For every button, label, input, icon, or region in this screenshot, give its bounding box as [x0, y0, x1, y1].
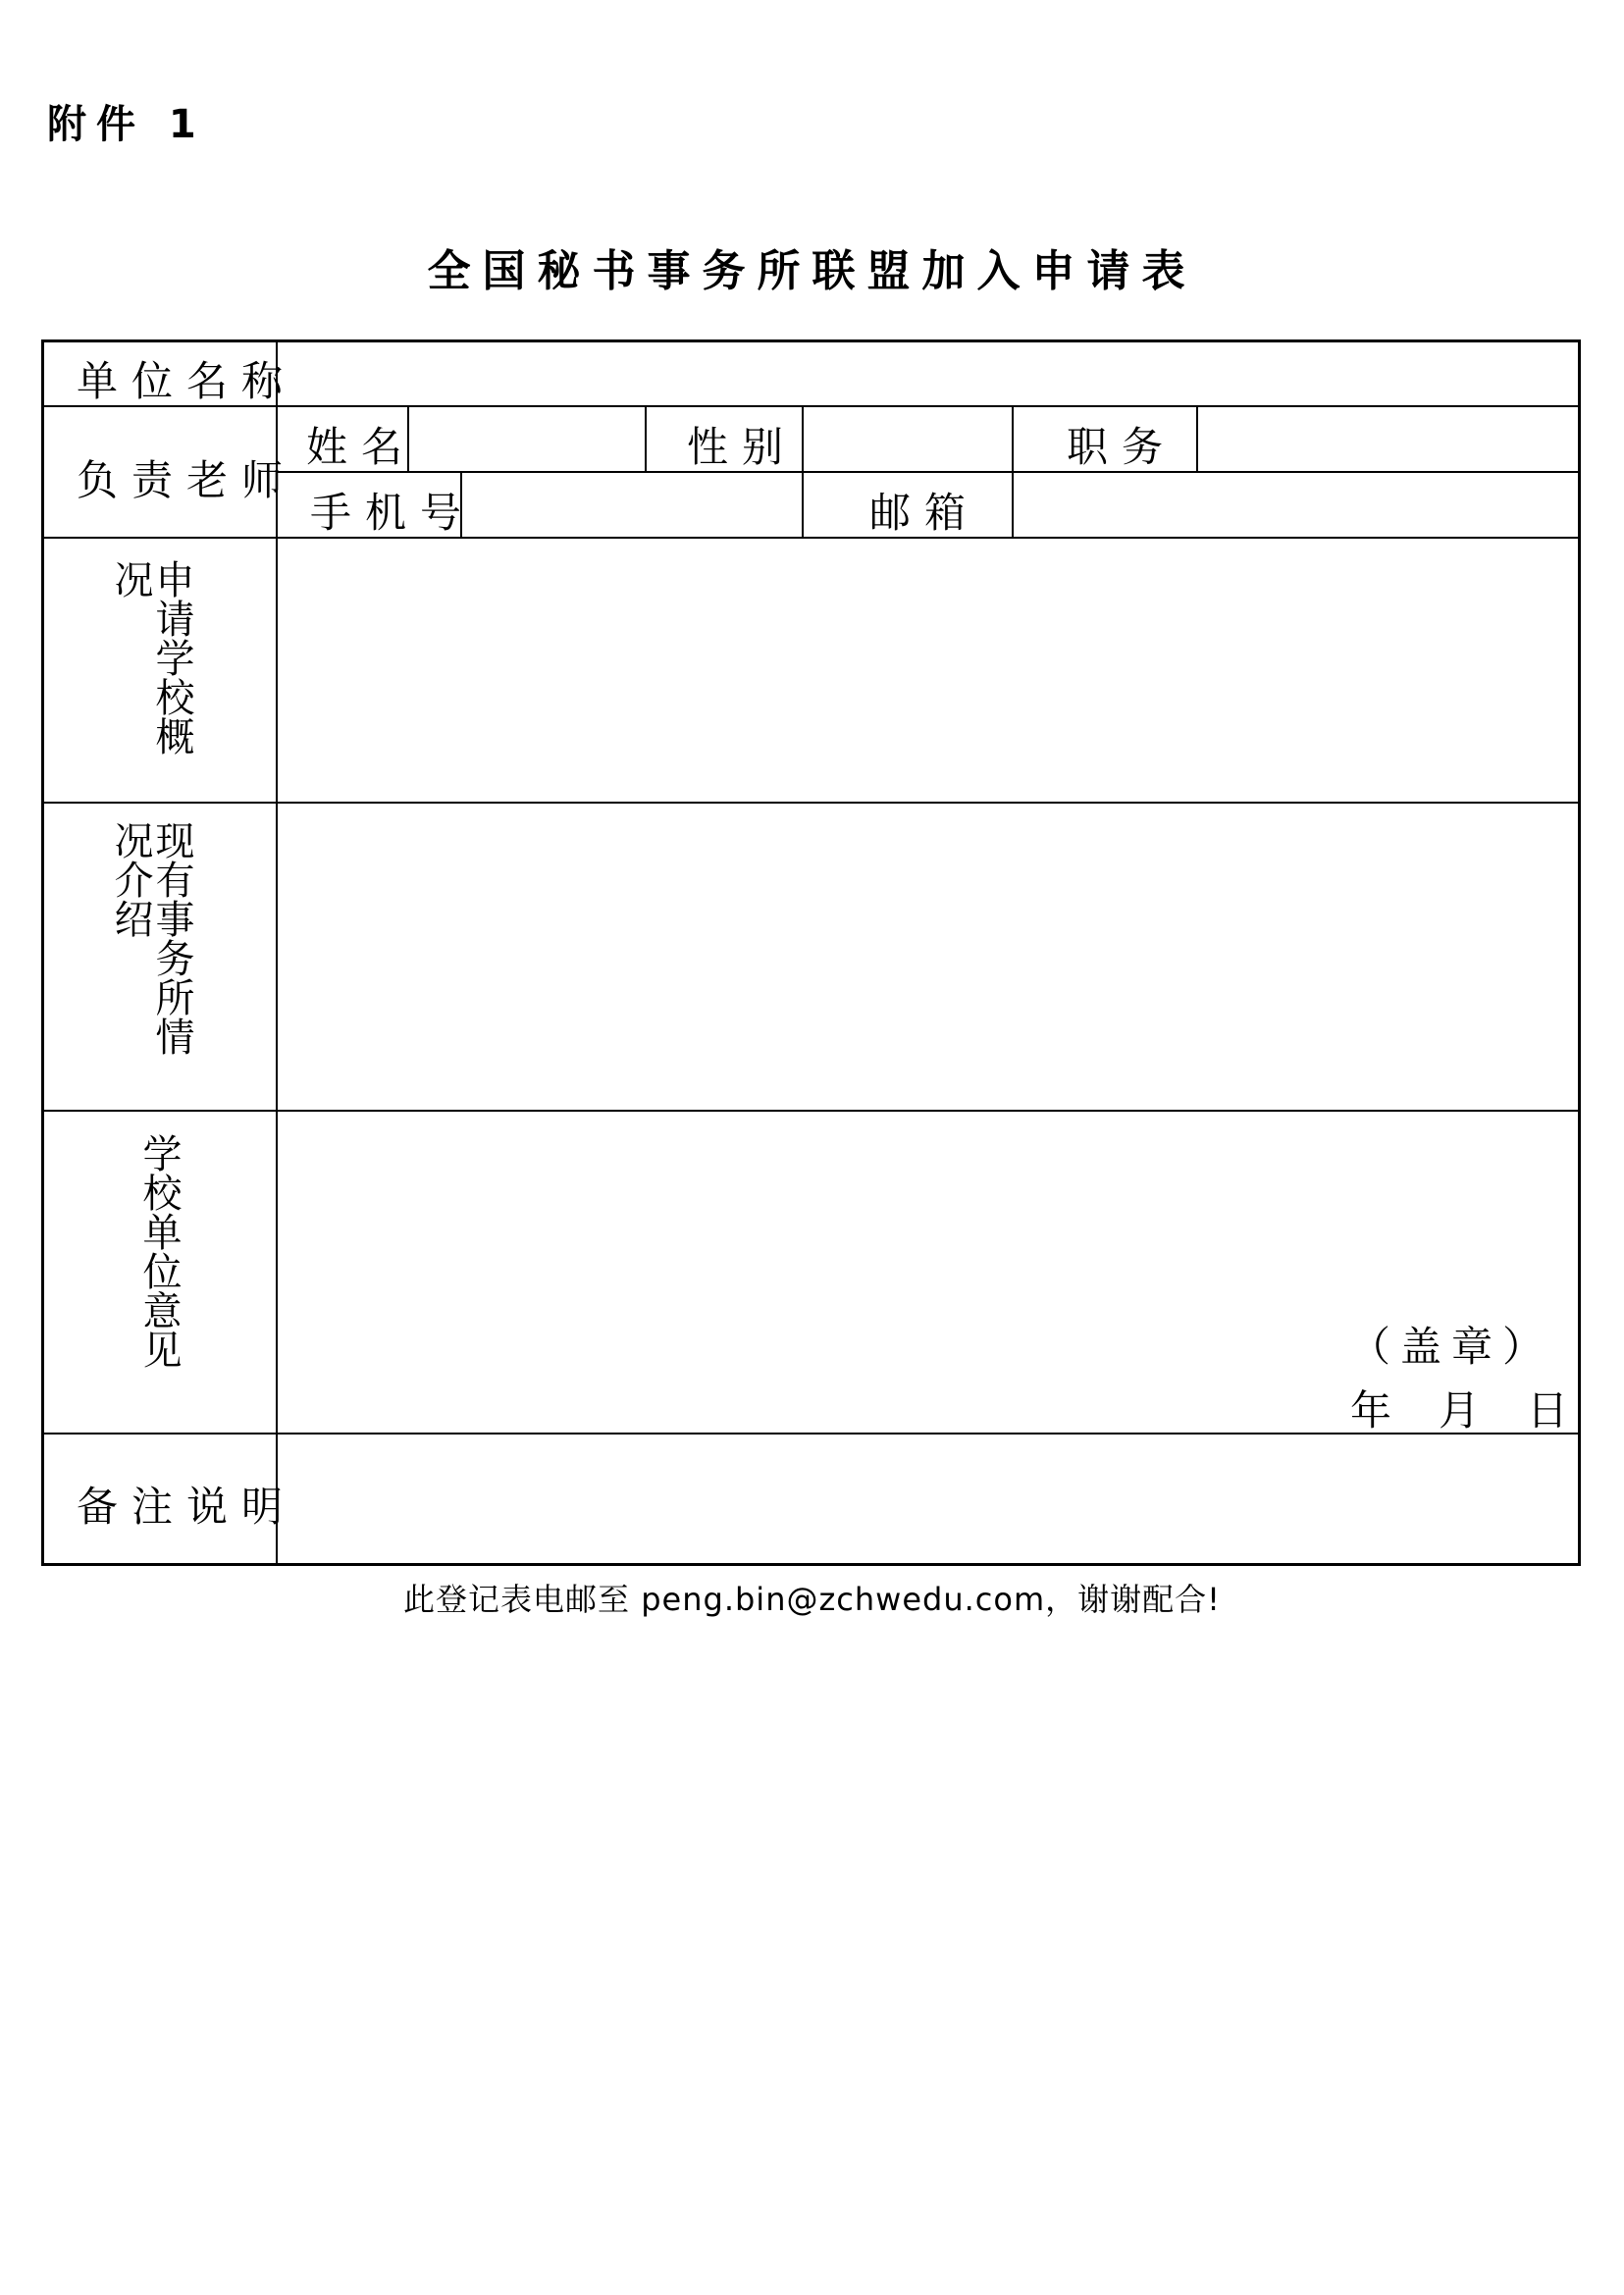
cell-divider: [802, 405, 804, 538]
date-month-label: 月: [1439, 1386, 1481, 1434]
table-bottom-border: [41, 1563, 1581, 1566]
school-intro-field[interactable]: [279, 539, 1577, 801]
table-left-border: [41, 339, 44, 1566]
phone-label: 手机号: [310, 489, 476, 537]
name-label: 姓名: [306, 423, 417, 471]
date-day-label: 日: [1527, 1386, 1569, 1434]
cell-divider: [1196, 405, 1198, 472]
cell-divider: [1012, 405, 1014, 538]
teacher-label: 负责老师: [77, 456, 297, 504]
seal-text: （盖章）: [1349, 1323, 1554, 1371]
footer-note: 此登记表电邮至 peng.bin@zchwedu.com，谢谢配合!: [403, 1581, 1221, 1618]
phone-field[interactable]: [463, 473, 801, 536]
label-column-divider: [276, 339, 278, 1565]
date-year-label: 年: [1350, 1386, 1392, 1434]
position-label: 职务: [1067, 423, 1178, 471]
attachment-label: 附件 1: [47, 102, 206, 147]
school-opinion-label: 学校单位意见: [136, 1133, 182, 1369]
remarks-label: 备注说明: [77, 1483, 297, 1531]
table-right-border: [1578, 339, 1581, 1566]
remarks-field[interactable]: [279, 1434, 1577, 1562]
email-field[interactable]: [1015, 473, 1577, 536]
position-field[interactable]: [1199, 407, 1577, 470]
name-field[interactable]: [410, 407, 644, 470]
unit-name-field[interactable]: [279, 342, 1577, 404]
office-intro-label: 现有事务所情况介绍: [108, 820, 194, 1056]
email-label: 邮箱: [869, 489, 980, 537]
unit-name-label: 单位名称: [77, 357, 297, 405]
gender-label: 性别: [687, 423, 798, 471]
form-title: 全国秘书事务所联盟加入申请表: [427, 246, 1197, 296]
cell-divider: [645, 405, 647, 472]
office-intro-field[interactable]: [279, 804, 1577, 1109]
school-intro-label: 申请学校概况: [108, 559, 194, 756]
gender-field[interactable]: [805, 407, 1011, 470]
